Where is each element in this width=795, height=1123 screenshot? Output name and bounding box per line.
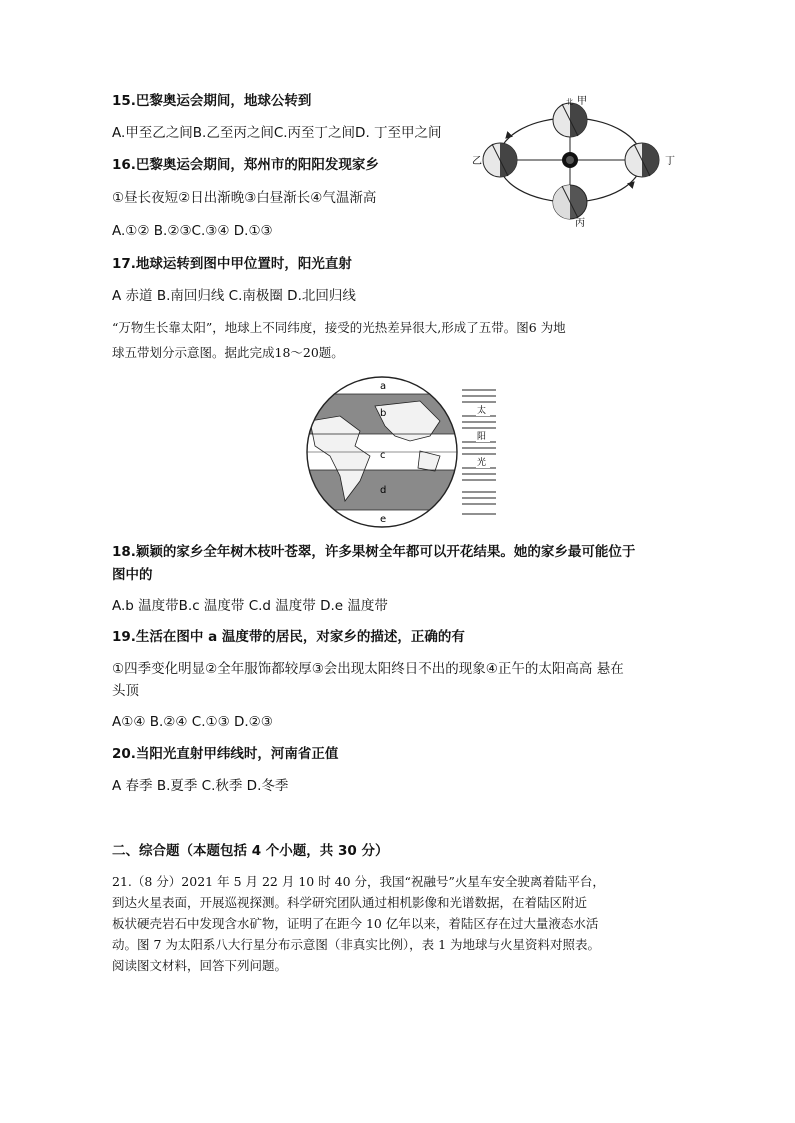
earth-ding-icon bbox=[625, 143, 659, 177]
q21-line2: 到达火星表面，开展巡视探测。科学研究团队通过相机影像和光谱数据，在着陆区附近 bbox=[112, 895, 588, 910]
q16-items: ①昼长夜短②日出渐晚③白昼渐长④气温渐高 bbox=[112, 190, 377, 206]
q16-stem: 16.巴黎奥运会期间，郑州市的阳阳发现家乡 bbox=[112, 157, 379, 173]
zone-a-label: a bbox=[380, 381, 387, 392]
q16-options: A.①② B.②③C.③④ D.①③ bbox=[112, 223, 273, 239]
five-zones-figure bbox=[300, 376, 500, 528]
earth-bing-icon bbox=[553, 185, 587, 219]
zone-c-label: c bbox=[380, 450, 386, 461]
sun-label-1: 太 bbox=[477, 406, 487, 416]
label-ding: 丁 bbox=[665, 156, 675, 167]
q21-line5: 阅读图文材料，回答下列问题。 bbox=[112, 958, 288, 973]
sun-icon bbox=[562, 152, 578, 168]
q21-line3: 板状硬壳岩石中发现含水矿物，证明了在距今 10 亿年以来，着陆区存在过大量液态水活 bbox=[112, 916, 599, 931]
q17-stem: 17.地球运转到图中甲位置时，阳光直射 bbox=[112, 256, 352, 272]
sun-label-3: 光 bbox=[477, 458, 487, 468]
q20-options: A 春季 B.夏季 C.秋季 D.冬季 bbox=[112, 778, 289, 794]
label-jia: 甲 bbox=[577, 96, 587, 107]
section2-title: 二、综合题（本题包括 4 个小题，共 30 分） bbox=[112, 843, 389, 859]
label-north-1: 北 bbox=[566, 98, 573, 106]
intro-line1: “万物生长靠太阳”，地球上不同纬度，接受的光热差异很大,形成了五带。图6 为地 bbox=[112, 320, 566, 335]
label-bing: 丙 bbox=[575, 218, 585, 229]
q17-options: A 赤道 B.南回归线 C.南极圈 D.北回归线 bbox=[112, 288, 356, 304]
zone-d-label: d bbox=[380, 485, 387, 496]
q18-stem-line2: 图中的 bbox=[112, 567, 153, 583]
earth-jia-icon bbox=[553, 103, 587, 137]
q19-options: A①④ B.②④ C.①③ D.②③ bbox=[112, 714, 273, 730]
earth-orbit-figure bbox=[470, 92, 685, 232]
q15-options: A.甲至乙之间B.乙至丙之间C.丙至丁之间D. 丁至甲之间 bbox=[112, 125, 442, 141]
q15-stem: 15.巴黎奥运会期间，地球公转到 bbox=[112, 93, 312, 109]
q21-line1: 21.（8 分）2021 年 5 月 22 月 10 时 40 分，我国“祝融号”火星车安全驶离着陆平台， bbox=[112, 874, 605, 889]
q19-stem: 19.生活在图中 a 温度带的居民，对家乡的描述，正确的有 bbox=[112, 629, 465, 645]
earth-yi-icon bbox=[483, 143, 517, 177]
zone-b-label: b bbox=[380, 408, 387, 419]
zone-e-label: e bbox=[380, 514, 387, 525]
intro-line2: 球五带划分示意图。据此完成18～20题。 bbox=[112, 345, 344, 360]
label-yi: 乙 bbox=[472, 156, 482, 167]
q18-stem-line1: 18.颖颖的家乡全年树木枝叶苍翠，许多果树全年都可以开花结果。她的家乡最可能位于 bbox=[112, 544, 636, 560]
q20-stem: 20.当阳光直射甲纬线时，河南省正值 bbox=[112, 746, 339, 762]
q21-line4: 动。图 7 为太阳系八大行星分布示意图（非真实比例），表 1 为地球与火星资料对照表。 bbox=[112, 937, 601, 952]
q18-options: A.b 温度带B.c 温度带 C.d 温度带 D.e 温度带 bbox=[112, 598, 388, 614]
q19-items-line1: ①四季变化明显②全年服饰都较厚③会出现太阳终日不出的现象④正午的太阳高高 悬在 bbox=[112, 661, 624, 677]
sun-label-2: 阳 bbox=[477, 432, 487, 442]
q19-items-line2: 头顶 bbox=[112, 683, 139, 699]
